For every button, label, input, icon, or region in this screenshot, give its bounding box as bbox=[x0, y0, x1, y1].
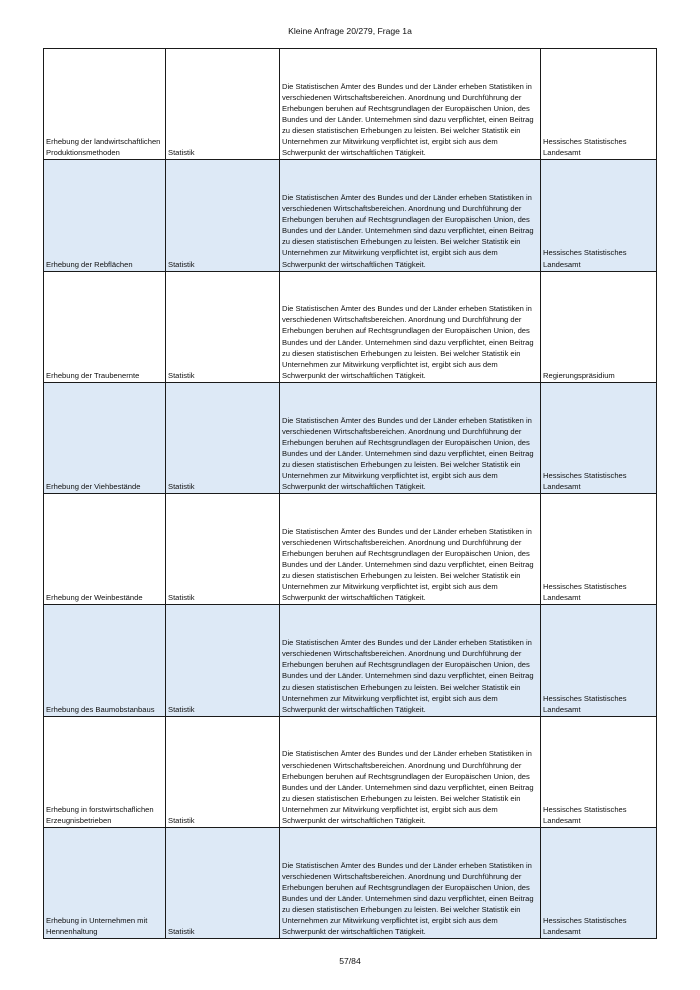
table-row bbox=[44, 716, 657, 827]
survey-name-cell: Erhebung der Weinbestände bbox=[44, 494, 166, 605]
survey-name-cell: Erhebung der Rebflächen bbox=[44, 160, 166, 271]
description-cell: Die Statistischen Ämter des Bundes und der Länder erheben Statistiken in verschiedenen Wirtschaftsbereichen. Anordnung und Durchführung der Erhebungen beruhen auf Rechtsgrundlagen der Europäischen Union, des Bundes und der Länder. Unternehmen sind dazu verpflichtet, einen Beitrag zu diesen statistischen Erhebungen zu leisten. Bei welcher Statistik ein Unternehmen zur Mitwirkung verpflichtet ist, ergibt sich aus dem Schwerpunkt der wirtschaftlichen Tätigkeit. bbox=[280, 49, 541, 160]
survey-name-cell: Erhebung des Baumobstanbaus bbox=[44, 605, 166, 716]
survey-type-cell: Statistik bbox=[166, 160, 280, 271]
description-cell: Die Statistischen Ämter des Bundes und der Länder erheben Statistiken in verschiedenen Wirtschaftsbereichen. Anordnung und Durchführung der Erhebungen beruhen auf Rechtsgrundlagen der Europäischen Union, des Bundes und der Länder. Unternehmen sind dazu verpflichtet, einen Beitrag zu diesen statistischen Erhebungen zu leisten. Bei welcher Statistik ein Unternehmen zur Mitwirkung verpflichtet ist, ergibt sich aus dem Schwerpunkt der wirtschaftlichen Tätigkeit. bbox=[280, 271, 541, 382]
survey-name-cell: Erhebung in forstwirtschaflichen Erzeugnisbetrieben bbox=[44, 716, 166, 827]
survey-type-cell: Statistik bbox=[166, 828, 280, 939]
page-number: 57/84 bbox=[339, 956, 361, 966]
authority-cell: Hessisches Statistisches Landesamt bbox=[541, 160, 657, 271]
authority-cell: Hessisches Statistisches Landesamt bbox=[541, 49, 657, 160]
survey-type-cell: Statistik bbox=[166, 716, 280, 827]
survey-name-cell: Erhebung der landwirtschaftlichen Produktionsmethoden bbox=[44, 49, 166, 160]
survey-type-cell: Statistik bbox=[166, 382, 280, 493]
survey-name-cell: Erhebung in Unternehmen mit Hennenhaltung bbox=[44, 828, 166, 939]
survey-type-cell: Statistik bbox=[166, 49, 280, 160]
table-row bbox=[44, 605, 657, 716]
survey-type-cell: Statistik bbox=[166, 605, 280, 716]
table-row bbox=[44, 160, 657, 271]
authority-cell: Hessisches Statistisches Landesamt bbox=[541, 828, 657, 939]
authority-cell: Regierungspräsidium bbox=[541, 271, 657, 382]
description-cell: Die Statistischen Ämter des Bundes und der Länder erheben Statistiken in verschiedenen Wirtschaftsbereichen. Anordnung und Durchführung der Erhebungen beruhen auf Rechtsgrundlagen der Europäischen Union, des Bundes und der Länder. Unternehmen sind dazu verpflichtet, einen Beitrag zu diesen statistischen Erhebungen zu leisten. Bei welcher Statistik ein Unternehmen zur Mitwirkung verpflichtet ist, ergibt sich aus dem Schwerpunkt der wirtschaftlichen Tätigkeit. bbox=[280, 716, 541, 827]
description-cell: Die Statistischen Ämter des Bundes und der Länder erheben Statistiken in verschiedenen Wirtschaftsbereichen. Anordnung und Durchführung der Erhebungen beruhen auf Rechtsgrundlagen der Europäischen Union, des Bundes und der Länder. Unternehmen sind dazu verpflichtet, einen Beitrag zu diesen statistischen Erhebungen zu leisten. Bei welcher Statistik ein Unternehmen zur Mitwirkung verpflichtet ist, ergibt sich aus dem Schwerpunkt der wirtschaftlichen Tätigkeit. bbox=[280, 828, 541, 939]
table-row bbox=[44, 828, 657, 939]
statistics-table bbox=[43, 48, 657, 939]
table-row bbox=[44, 271, 657, 382]
authority-cell: Hessisches Statistisches Landesamt bbox=[541, 605, 657, 716]
description-cell: Die Statistischen Ämter des Bundes und der Länder erheben Statistiken in verschiedenen Wirtschaftsbereichen. Anordnung und Durchführung der Erhebungen beruhen auf Rechtsgrundlagen der Europäischen Union, des Bundes und der Länder. Unternehmen sind dazu verpflichtet, einen Beitrag zu diesen statistischen Erhebungen zu leisten. Bei welcher Statistik ein Unternehmen zur Mitwirkung verpflichtet ist, ergibt sich aus dem Schwerpunkt der wirtschaftlichen Tätigkeit. bbox=[280, 382, 541, 493]
page-header: Kleine Anfrage 20/279, Frage 1a bbox=[288, 26, 412, 36]
authority-cell: Hessisches Statistisches Landesamt bbox=[541, 716, 657, 827]
description-cell: Die Statistischen Ämter des Bundes und der Länder erheben Statistiken in verschiedenen Wirtschaftsbereichen. Anordnung und Durchführung der Erhebungen beruhen auf Rechtsgrundlagen der Europäischen Union, des Bundes und der Länder. Unternehmen sind dazu verpflichtet, einen Beitrag zu diesen statistischen Erhebungen zu leisten. Bei welcher Statistik ein Unternehmen zur Mitwirkung verpflichtet ist, ergibt sich aus dem Schwerpunkt der wirtschaftlichen Tätigkeit. bbox=[280, 160, 541, 271]
table-row bbox=[44, 49, 657, 160]
survey-type-cell: Statistik bbox=[166, 494, 280, 605]
table-row bbox=[44, 494, 657, 605]
table-row bbox=[44, 382, 657, 493]
survey-name-cell: Erhebung der Traubenernte bbox=[44, 271, 166, 382]
authority-cell: Hessisches Statistisches Landesamt bbox=[541, 382, 657, 493]
description-cell: Die Statistischen Ämter des Bundes und der Länder erheben Statistiken in verschiedenen Wirtschaftsbereichen. Anordnung und Durchführung der Erhebungen beruhen auf Rechtsgrundlagen der Europäischen Union, des Bundes und der Länder. Unternehmen sind dazu verpflichtet, einen Beitrag zu diesen statistischen Erhebungen zu leisten. Bei welcher Statistik ein Unternehmen zur Mitwirkung verpflichtet ist, ergibt sich aus dem Schwerpunkt der wirtschaftlichen Tätigkeit. bbox=[280, 494, 541, 605]
survey-name-cell: Erhebung der Viehbestände bbox=[44, 382, 166, 493]
description-cell: Die Statistischen Ämter des Bundes und der Länder erheben Statistiken in verschiedenen Wirtschaftsbereichen. Anordnung und Durchführung der Erhebungen beruhen auf Rechtsgrundlagen der Europäischen Union, des Bundes und der Länder. Unternehmen sind dazu verpflichtet, einen Beitrag zu diesen statistischen Erhebungen zu leisten. Bei welcher Statistik ein Unternehmen zur Mitwirkung verpflichtet ist, ergibt sich aus dem Schwerpunkt der wirtschaftlichen Tätigkeit. bbox=[280, 605, 541, 716]
survey-type-cell: Statistik bbox=[166, 271, 280, 382]
authority-cell: Hessisches Statistisches Landesamt bbox=[541, 494, 657, 605]
